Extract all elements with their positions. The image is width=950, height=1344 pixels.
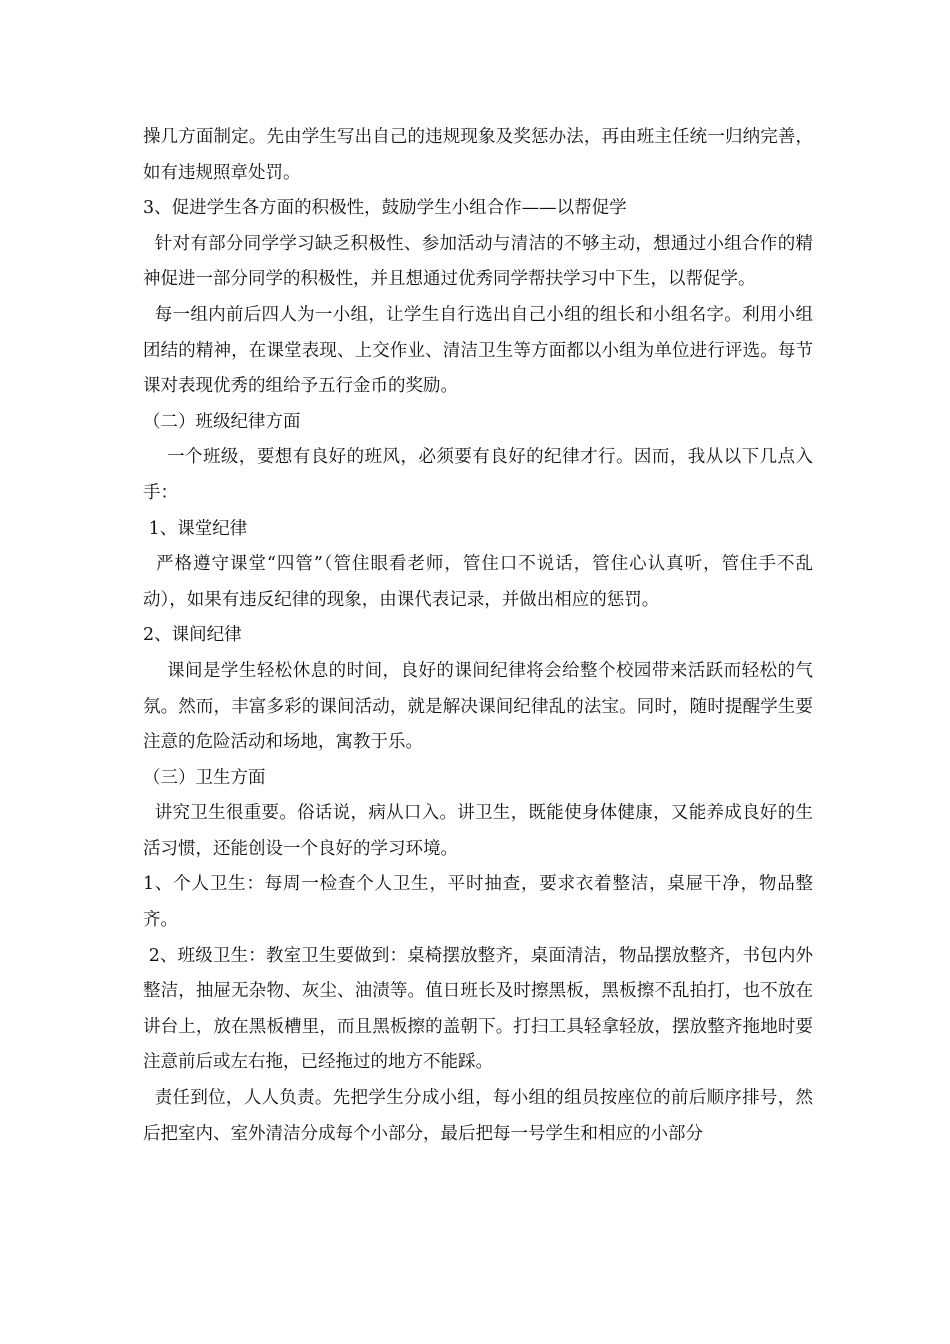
subheading-classroom-discipline: 1、课堂纪律 (143, 518, 248, 539)
paragraph-4: 一个班级，要想有良好的班风，必须要有良好的纪律才行。因而，我从以下几点入手： (143, 447, 813, 503)
document-body (143, 120, 813, 1152)
heading-item-3: 3、促进学生各方面的积极性，鼓励学生小组合作——以帮促学 (143, 198, 627, 219)
section-heading-hygiene: （三）卫生方面 (143, 767, 266, 788)
section-heading-discipline: （二）班级纪律方面 (143, 411, 301, 432)
paragraph-6: 课间是学生轻松休息的时间，良好的课间纪律将会给整个校园带来活跃而轻松的气氛。然而，丰富多彩的课间活动，就是解决课间纪律乱的法宝。同时，随时提醒学生要注意的危险活动和场地，寓教于乐。 (143, 660, 813, 753)
subheading-break-discipline: 2、课间纪律 (143, 625, 242, 646)
paragraph-7: 讲究卫生很重要。俗话说，病从口入。讲卫生，既能使身体健康，又能养成良好的生活习惯，还能创设一个良好的学习环境。 (143, 803, 813, 859)
paragraph-personal-hygiene: 1、个人卫生：每周一检查个人卫生，平时抽查，要求衣着整洁，桌屉干净，物品整齐。 (143, 874, 813, 931)
paragraph-2: 针对有部分同学学习缺乏积极性、参加活动与清洁的不够主动，想通过小组合作的精神促进一部分同学的积极性，并且想通过优秀同学帮扶学习中下生，以帮促学。 (143, 233, 813, 290)
paragraph-class-hygiene: 2、班级卫生：教室卫生要做到：桌椅摆放整齐，桌面清洁，物品摆放整齐，书包内外整洁，抽屉无杂物、灰尘、油渍等。值日班长及时擦黑板，黑板擦不乱拍打，也不放在讲台上，放在黑板槽里，而且黑板擦的盖朝下。打扫工具轻拿轻放，摆放整齐拖地时要注意前后或左右拖，已经拖过的地方不能踩。 (143, 945, 813, 1073)
paragraph-1: 操几方面制定。先由学生写出自己的违规现象及奖惩办法，再由班主任统一归纳完善，如有违规照章处罚。 (143, 127, 813, 183)
paragraph-3: 每一组内前后四人为一小组，让学生自行选出自己小组的组长和小组名字。利用小组团结的精神，在课堂表现、上交作业、清洁卫生等方面都以小组为单位进行评选。每节课对表现优秀的组给予五行金币的奖励。 (143, 304, 813, 397)
paragraph-responsibility: 责任到位，人人负责。先把学生分成小组，每小组的组员按座位的前后顺序排号，然后把室内、室外清洁分成每个小部分，最后把每一号学生和相应的小部分 (143, 1088, 813, 1144)
paragraph-5: 严格遵守课堂“四管”（管住眼看老师，管住口不说话，管住心认真听，管住手不乱动），如果有违反纪律的现象，由课代表记录，并做出相应的惩罚。 (143, 554, 813, 610)
